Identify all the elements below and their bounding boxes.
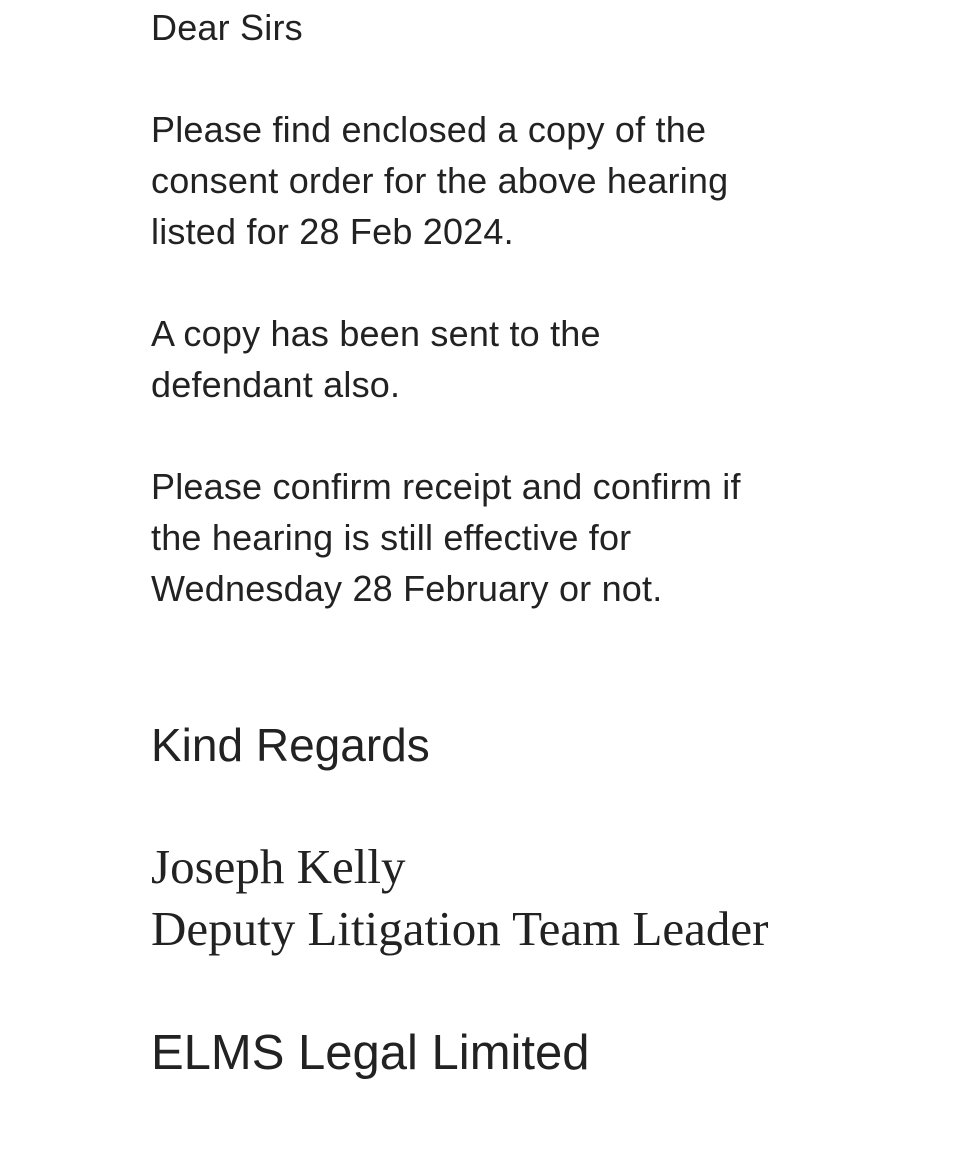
paragraph-line: consent order for the above hearing (151, 160, 729, 201)
paragraph-line: defendant also. (151, 364, 401, 405)
email-paragraph-enclosure (151, 104, 728, 257)
email-paragraph-copy-sent (151, 308, 601, 410)
email-greeting: Dear Sirs (151, 7, 303, 48)
email-signoff: Kind Regards (151, 719, 430, 771)
paragraph-line: listed for 28 Feb 2024. (151, 211, 514, 252)
email-signature (151, 836, 768, 960)
company-name: ELMS Legal Limited (151, 1026, 590, 1080)
paragraph-line: Wednesday 28 February or not. (151, 568, 663, 609)
paragraph-line: Please find enclosed a copy of the (151, 109, 707, 150)
paragraph-line: A copy has been sent to the (151, 313, 601, 354)
email-paragraph-confirm (151, 461, 741, 614)
paragraph-line: the hearing is still effective for (151, 517, 632, 558)
signature-title: Deputy Litigation Team Leader (151, 901, 769, 956)
paragraph-line: Please confirm receipt and confirm if (151, 466, 741, 507)
signature-name: Joseph Kelly (151, 839, 406, 894)
